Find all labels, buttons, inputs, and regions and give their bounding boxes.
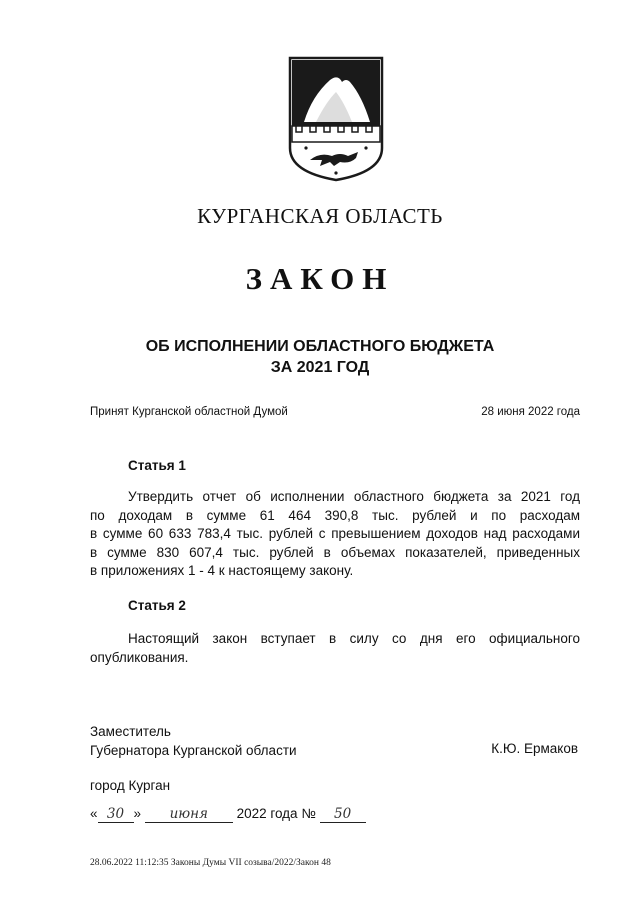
signing-month: июня (145, 806, 233, 823)
article-1-heading: Статья 1 (128, 458, 186, 473)
close-quote: » (133, 806, 142, 821)
coat-of-arms-icon (286, 56, 386, 184)
signing-day: 30 (98, 806, 134, 823)
article-1-line: в сумме 830 607,4 тыс. рублей в объемах показателей, приведенных (90, 544, 580, 560)
signing-dateline (90, 806, 366, 823)
law-title: ЗАКОН (245, 261, 395, 296)
signatory-title-line-1: Заместитель (90, 724, 171, 739)
adopted-date: 28 июня 2022 года (481, 406, 580, 418)
law-subject (0, 336, 640, 378)
article-1-line: по доходам в сумме 61 464 390,8 тыс. рублей и по расходам (90, 507, 580, 523)
article-1-text (90, 488, 580, 581)
article-1-line: в сумме 60 633 783,4 тыс. рублей с превышением доходов над расходами (90, 526, 580, 542)
signatory-title-line-2: Губернатора Курганской области (90, 743, 297, 758)
article-2-text (90, 630, 580, 667)
city: город Курган (90, 778, 171, 793)
law-subject-line-2: ЗА 2021 ГОД (270, 359, 370, 376)
signatory-name: К.Ю. Ермаков (491, 741, 578, 756)
open-quote: « (90, 806, 98, 821)
article-1-line: в приложениях 1 - 4 к настоящему закону. (90, 563, 354, 579)
article-2-line: Настоящий закон вступает в силу со дня его официального (128, 631, 580, 646)
article-2-heading: Статья 2 (128, 598, 186, 613)
law-subject-line-1: ОБ ИСПОЛНЕНИИ ОБЛАСТНОГО БЮДЖЕТА (145, 338, 495, 355)
article-1-line: Утвердить отчет об исполнении областного бюджета за 2021 год (128, 489, 580, 504)
region-name: КУРГАНСКАЯ ОБЛАСТЬ (197, 204, 443, 228)
signing-year: 2022 года № (236, 806, 316, 821)
document-footer: 28.06.2022 11:12:35 Законы Думы VII созыва/2022/Закон 48 (90, 858, 331, 868)
article-2-line: опубликования. (90, 649, 189, 665)
adopted-by: Принят Курганской областной Думой (90, 406, 288, 418)
law-number: 50 (320, 806, 366, 823)
signatory-title (90, 722, 297, 760)
